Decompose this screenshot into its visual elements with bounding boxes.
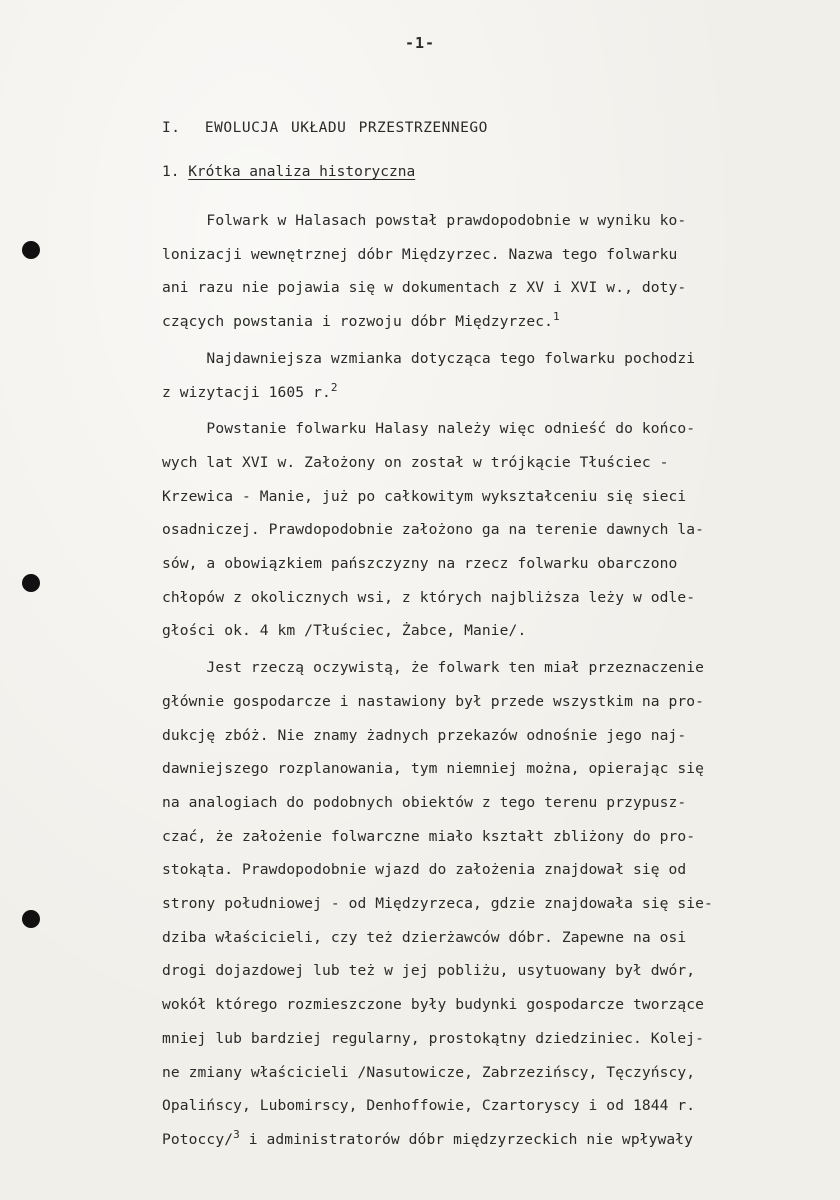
line-text: ne zmiany właścicieli /Nasutowicze, Zabrzezińscy, Tęczyńscy, — [162, 1063, 696, 1081]
text-line — [162, 954, 802, 988]
footnote-ref: 2 — [330, 380, 338, 394]
line-text: chłopów z okolicznych wsi, z których najbliższa leży w odle- — [162, 588, 696, 606]
punch-hole — [22, 241, 40, 259]
section-title: Krótka analiza historyczna — [188, 164, 416, 180]
line-text: lonizacji wewnętrznej dóbr Międzyrzec. Nazwa tego folwarku — [162, 245, 678, 263]
line-text: z wizytacji 1605 r. — [162, 383, 331, 401]
text-line — [162, 238, 802, 272]
text-line — [162, 651, 802, 685]
text-line — [162, 921, 802, 955]
section-heading — [162, 164, 415, 180]
text-line — [162, 446, 802, 480]
text-line — [162, 752, 802, 786]
text-line — [162, 581, 802, 615]
text-line — [162, 513, 802, 547]
line-text: Opalińscy, Lubomirscy, Denhoffowie, Czartoryscy i od 1844 r. — [162, 1097, 696, 1115]
line-text: drogi dojazdowej lub też w jej pobliżu, usytuowany był dwór, — [162, 962, 696, 980]
punch-hole — [22, 574, 40, 592]
line-text: Jest rzeczą oczywistą, że folwark ten miał przeznaczenie — [162, 659, 705, 677]
page-number: -1- — [404, 34, 436, 52]
text-line — [162, 820, 802, 854]
text-line — [162, 1123, 802, 1157]
line-text: Powstanie folwarku Halasy należy więc odnieść do końco- — [162, 420, 696, 438]
text-line — [162, 988, 802, 1022]
text-line — [162, 305, 802, 339]
text-line — [162, 719, 802, 753]
line-text: dziba właścicieli, czy też dzierżawców dóbr. Zapewne na osi — [162, 928, 687, 946]
section-number: 1. — [162, 164, 180, 180]
footnote-ref: 3 — [233, 1128, 240, 1142]
line-text: ani razu nie pojawia się w dokumentach z XV i XVI w., doty- — [162, 279, 687, 297]
line-text: dukcję zbóż. Nie znamy żadnych przekazów odnośnie jego naj- — [162, 726, 687, 744]
line-text: stokąta. Prawdopodobnie wjazd do założenia znajdował się od — [162, 861, 687, 879]
text-line — [162, 547, 802, 581]
line-text: Krzewica - Manie, już po całkowitym wykształceniu się sieci — [162, 487, 687, 505]
text-line — [162, 480, 802, 514]
text-line — [162, 1022, 802, 1056]
text-line — [162, 614, 802, 648]
text-line — [162, 1056, 802, 1090]
text-line — [162, 887, 802, 921]
line-text: Najdawniejsza wzmianka dotycząca tego folwarku pochodzi — [162, 349, 696, 367]
line-text: Potoccy/ — [162, 1130, 234, 1148]
line-text: wych lat XVI w. Założony on został w trójkącie Tłuściec - — [162, 453, 669, 471]
line-text: wokół którego rozmieszczone były budynki gospodarcze tworzące — [162, 996, 705, 1014]
line-text: czać, że założenie folwarczne miało kształt zbliżony do pro- — [162, 827, 696, 845]
line-text: na analogiach do podobnych obiektów z tego terenu przypusz- — [162, 793, 687, 811]
text-line — [162, 271, 802, 305]
line-text: Folwark w Halasach powstał prawdopodobnie w wyniku ko- — [162, 212, 687, 229]
text-line — [162, 376, 802, 410]
line-text: głównie gospodarcze i nastawiony był przede wszystkim na pro- — [162, 692, 705, 710]
line-text: mniej lub bardziej regularny, prostokątny dziedziniec. Kolej- — [162, 1029, 705, 1047]
text-line — [162, 1089, 802, 1123]
body-text — [162, 204, 802, 1157]
line-text: głości ok. 4 km /Tłuściec, Żabce, Manie/. — [162, 622, 527, 640]
line-text: i administratorów dóbr międzyrzeckich nie wpływały — [239, 1130, 694, 1148]
text-line — [162, 685, 802, 719]
line-text: osadniczej. Prawdopodobnie założono ga na terenie dawnych la- — [162, 521, 705, 539]
line-text: czących powstania i rozwoju dóbr Międzyrzec. — [162, 313, 553, 331]
line-text: dawniejszego rozplanowania, tym niemniej można, opierając się — [162, 760, 705, 778]
text-line — [162, 342, 802, 376]
chapter-title: I. EWOLUCJA UKŁADU PRZESTRZENNEGO — [162, 120, 488, 136]
text-line — [162, 786, 802, 820]
text-line — [162, 853, 802, 887]
text-line — [162, 204, 802, 238]
footnote-ref: 1 — [553, 310, 560, 324]
line-text: strony południowej - od Międzyrzeca, gdzie znajdowała się sie- — [162, 895, 713, 913]
line-text: sów, a obowiązkiem pańszczyzny na rzecz folwarku obarczono — [162, 555, 678, 573]
punch-hole — [22, 910, 40, 928]
text-line — [162, 412, 802, 446]
